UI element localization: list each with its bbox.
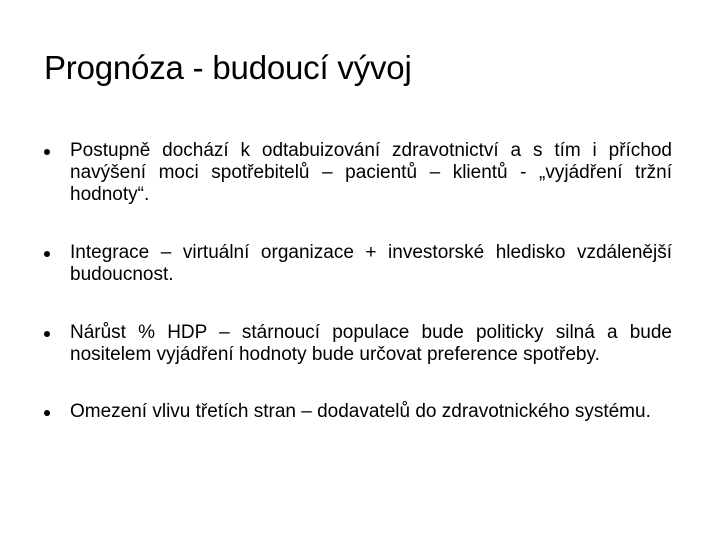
bullet-item: [44, 242, 672, 286]
bullet-item: [44, 322, 672, 366]
bullet-icon: [44, 149, 50, 155]
bullet-text: Omezení vlivu třetích stran – dodavatelů do zdravotnického systému.: [70, 401, 651, 422]
bullet-text: Nárůst % HDP – stárnoucí populace bude politicky silná a bude nositelem vyjádření hodnoty bude určovat preference spotřeby.: [70, 322, 672, 365]
bullet-icon: [44, 251, 50, 257]
bullet-text: Integrace – virtuální organizace + investorské hledisko vzdálenější budoucnost.: [70, 242, 672, 285]
slide-title: Prognóza - budoucí vývoj: [44, 49, 412, 86]
bullet-text: Postupně dochází k odtabuizování zdravotnictví a s tím i příchod navýšení moci spotřebitelů – pacientů – klientů - „vyjádření tržní hodnoty“.: [70, 140, 672, 205]
bullet-icon: [44, 331, 50, 337]
bullet-icon: [44, 410, 50, 416]
bullet-list: [44, 140, 672, 423]
bullet-item: [44, 401, 672, 423]
bullet-item: [44, 140, 672, 206]
